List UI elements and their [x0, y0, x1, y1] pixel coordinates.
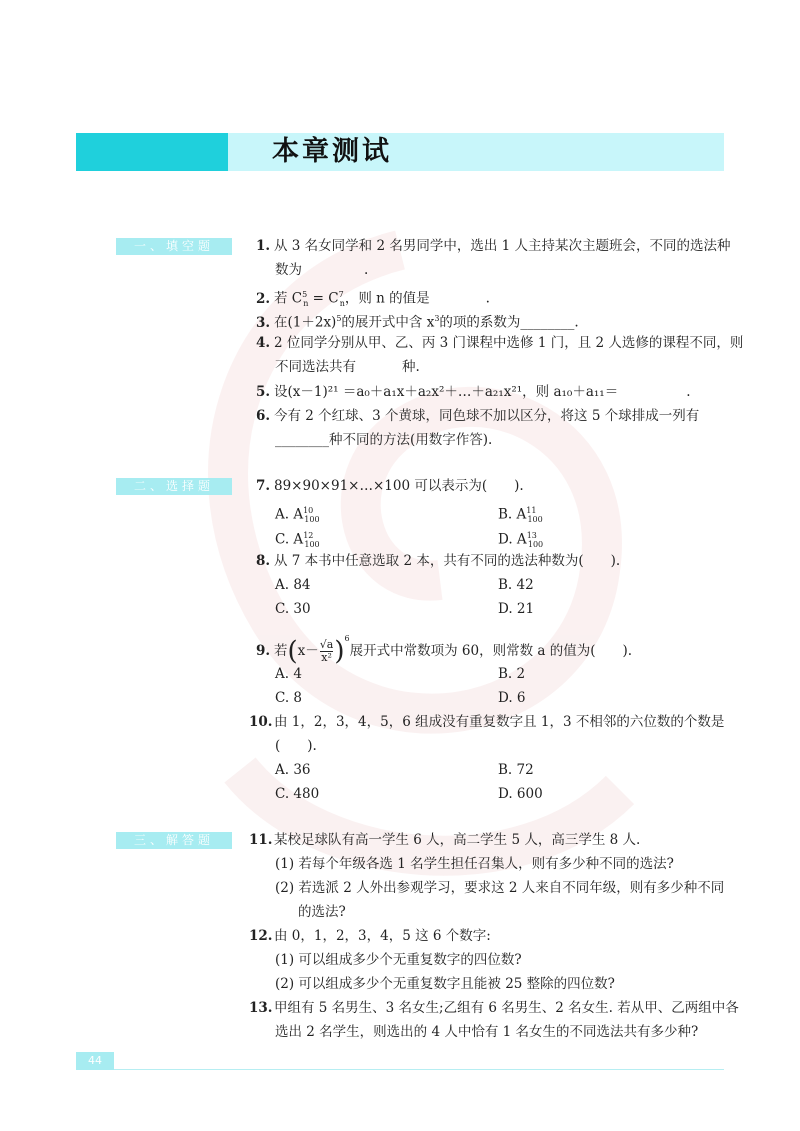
question-5: 5. 设(x－1)²¹ ＝a₀＋a₁x＋a₂x²＋…＋a₂₁x²¹，则 a₁₀＋a₁₁＝ . [256, 384, 691, 400]
question-7: 7. 89×90×91×…×100 可以表示为( ). [256, 478, 524, 494]
option-d[interactable]: D. 600 [498, 786, 543, 802]
question-11: 11. 某校足球队有高一学生 6 人，高二学生 5 人，高三学生 8 人. [249, 832, 641, 848]
question-10: 10. 由 1，2，3，4，5，6 组成没有重复数字且 1，3 不相邻的六位数的个数是 [249, 714, 725, 730]
option-d[interactable]: D. 6 [498, 690, 526, 706]
question-13: 13. 甲组有 5 名男生、3 名女生;乙组有 6 名男生、2 名女生. 若从甲、乙两组中各 [249, 1000, 739, 1016]
option-c[interactable]: C. $A^{12}_{100}$ [275, 531, 320, 550]
question-11-part-2-cont: 的选法? [298, 904, 346, 920]
page-title: 本章测试 [272, 136, 392, 167]
question-3: 3. 在$(1+2x)^5$的展开式中含 $x^3$的项的系数为________. [256, 314, 579, 331]
question-11-part-1: (1) 若每个年级各选 1 名学生担任召集人，则有多少种不同的选法? [275, 856, 674, 872]
option-b[interactable]: B. $A^{11}_{100}$ [498, 506, 543, 525]
option-a[interactable]: A. 4 [275, 666, 302, 682]
option-d[interactable]: D. 21 [498, 601, 535, 617]
question-2: 2. 若 $C^5_n = C^7_n$，则 n 的值是 . [256, 290, 490, 309]
section-label-solve: 三、解答题 [116, 832, 232, 849]
question-12: 12. 由 0，1，2，3，4，5 这 6 个数字: [249, 928, 491, 944]
option-a[interactable]: A. 36 [275, 762, 311, 778]
fraction: $\frac{√a}{\text{x²}}$ [319, 638, 334, 664]
question-text: 数为 [275, 262, 302, 278]
option-c[interactable]: C. 30 [275, 601, 311, 617]
option-d[interactable]: D. $A^{13}_{100}$ [498, 531, 544, 550]
option-a[interactable]: A. $A^{10}_{100}$ [275, 506, 320, 525]
question-9: 9. 若(x－ $\frac{√a}{\text{x²}}$ )$^6$展开式中常数项为 60，则常数 a 的值为( ). [256, 634, 633, 667]
question-1-cont: 数为 . [275, 262, 369, 278]
option-c[interactable]: C. 8 [275, 690, 303, 706]
option-c[interactable]: C. 480 [275, 786, 320, 802]
question-11-part-2: (2) 若选派 2 人外出参观学习，要求这 2 人来自不同年级，则有多少种不同 [275, 880, 725, 896]
watermark-swirl [120, 170, 680, 930]
question-4: 4. 2 位同学分别从甲、乙、丙 3 门课程中选修 1 门，且 2 人选修的课程不同，则 [256, 335, 744, 351]
question-12-part-2: (2) 可以组成多少个无重复数字且能被 25 整除的四位数? [275, 976, 615, 992]
footer-rule [76, 1069, 724, 1070]
option-b[interactable]: B. 42 [498, 577, 534, 593]
section-label-fill: 一、填空题 [116, 238, 232, 255]
title-accent-block [76, 133, 228, 171]
question-4-cont: 不同选法共有 种. [275, 359, 420, 375]
question-12-part-1: (1) 可以组成多少个无重复数字的四位数? [275, 952, 522, 968]
question-1 [256, 236, 731, 256]
question-number: 1. [256, 238, 271, 254]
question-13-cont: 选出 2 名学生，则选出的 4 人中恰有 1 名女生的不同选法共有多少种? [275, 1024, 699, 1040]
question-6-cont: ________种不同的方法(用数字作答). [275, 432, 493, 448]
question-10-cont: ( ). [275, 738, 317, 754]
option-b[interactable]: B. 72 [498, 762, 534, 778]
question-8: 8. 从 7 本书中任意选取 2 本，共有不同的选法种数为( ). [256, 553, 621, 569]
option-a[interactable]: A. 84 [275, 577, 311, 593]
question-text: 从 3 名女同学和 2 名男同学中，选出 1 人主持某次主题班会，不同的选法种 [274, 238, 731, 254]
question-6: 6. 今有 2 个红球、3 个黄球，同色球不加以区分，将这 5 个球排成一列有 [256, 408, 700, 424]
option-b[interactable]: B. 2 [498, 666, 526, 682]
section-label-choice: 二、选择题 [116, 478, 232, 495]
page-number: 44 [76, 1052, 114, 1070]
